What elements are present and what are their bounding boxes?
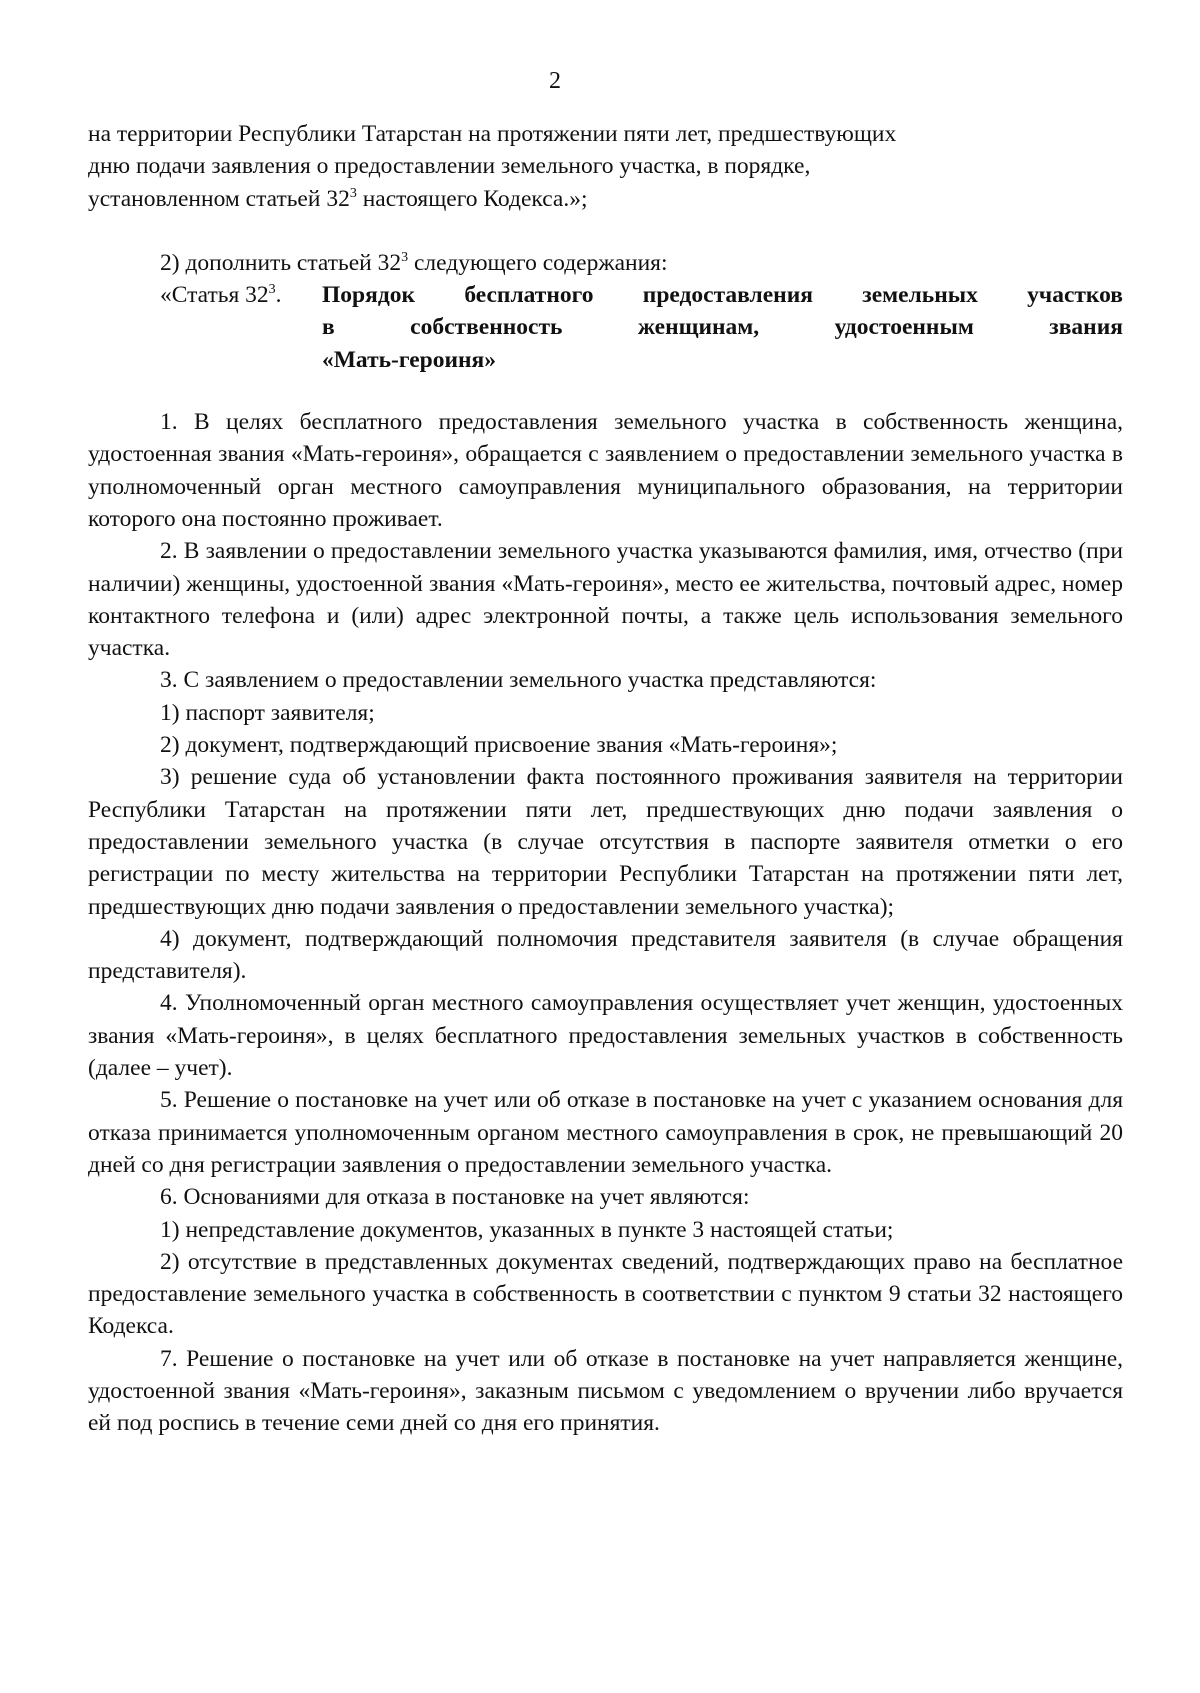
list-item: 2) отсутствие в представленных документах сведений, подтверждающих право на бесплатное предоставление земельного участка в собственность в соответствии с пунктом 9 статьи 32 настоящего Кодекса. <box>88 1248 1123 1340</box>
intro-line: установленном статьей $32^3$ настоящего Кодекса.»; <box>88 185 588 212</box>
intro-paragraph <box>88 118 1123 215</box>
paragraph: 5. Решение о постановке на учет или об отказе в постановке на учет с указанием основания для отказа принимается уполномоченным органом местного самоуправления в срок, не превышающий 20 дней со дня регистрации заявления о предоставлении земельного участка. <box>88 1087 1123 1178</box>
list-item: 4) документ, подтверждающий полномочия представителя заявителя (в случае обращения представителя). <box>88 925 1123 985</box>
intro-line: дню подачи заявления о предоставлении земельного участка, в порядке, <box>88 153 811 180</box>
article-title-line: в собственность женщинам, удостоенным звания <box>322 314 1123 341</box>
article-title <box>322 279 1123 376</box>
paragraph: 3. С заявлением о предоставлении земельного участка представляются: <box>160 667 877 694</box>
page-number: 2 <box>549 68 561 94</box>
amendment-clause: 2) дополнить статьей $32^3$ следующего содержания: <box>160 249 668 276</box>
paragraph: 6. Основаниями для отказа в постановке на учет являются: <box>160 1184 750 1211</box>
paragraph: 7. Решение о постановке на учет или об отказе в постановке на учет направляется женщине, удостоенной звания «Мать-героиня», заказным письмом с уведомлением о вручении либо вручается ей под роспись в течение семи дней со дня его принятия. <box>88 1345 1123 1437</box>
list-item: 1) непредставление документов, указанных в пункте 3 настоящей статьи; <box>160 1216 894 1243</box>
paragraph: 4. Уполномоченный орган местного самоуправления осуществляет учет женщин, удостоенных звания «Мать-героиня», в целях бесплатного предоставления земельных участков в собственность (далее – учет). <box>88 990 1123 1082</box>
paragraph: 2. В заявлении о предоставлении земельного участка указываются фамилия, имя, отчество (при наличии) женщины, удостоенной звания «Мать-героиня», место ее жительства, почтовый адрес, номер контактного телефона и (или) адрес электронной почты, а также цель использования земельного участка. <box>88 538 1123 662</box>
article-title-line: «Мать-героиня» <box>322 346 497 373</box>
article-label: «Статья $32^3$. <box>160 282 282 309</box>
list-item: 3) решение суда об установлении факта постоянного проживания заявителя на территории Республики Татарстан на протяжении пяти лет, предшествующих дню подачи заявления о предоставлении земельного участка (в случае отсутствия в паспорте заявителя отметки о его регистрации по месту жительства на территории Республики Татарстан на протяжении пяти лет, предшествующих дню подачи заявления о предоставлении земельного участка); <box>88 764 1123 920</box>
list-item: 2) документ, подтверждающий присвоение звания «Мать-героиня»; <box>160 732 838 759</box>
article-title-line: Порядок бесплатного предоставления земельных участков <box>322 282 1123 309</box>
article-heading <box>88 279 1123 376</box>
document-body <box>88 118 1123 1440</box>
paragraph: 1. В целях бесплатного предоставления земельного участка в собственность женщина, удостоенная звания «Мать-героиня», обращается с заявлением о предоставлении земельного участка в уполномоченный орган местного самоуправления муниципального образования, на территории которого она постоянно проживает. <box>88 409 1123 532</box>
list-item: 1) паспорт заявителя; <box>160 699 375 726</box>
intro-line: на территории Республики Татарстан на протяжении пяти лет, предшествующих <box>88 121 897 147</box>
